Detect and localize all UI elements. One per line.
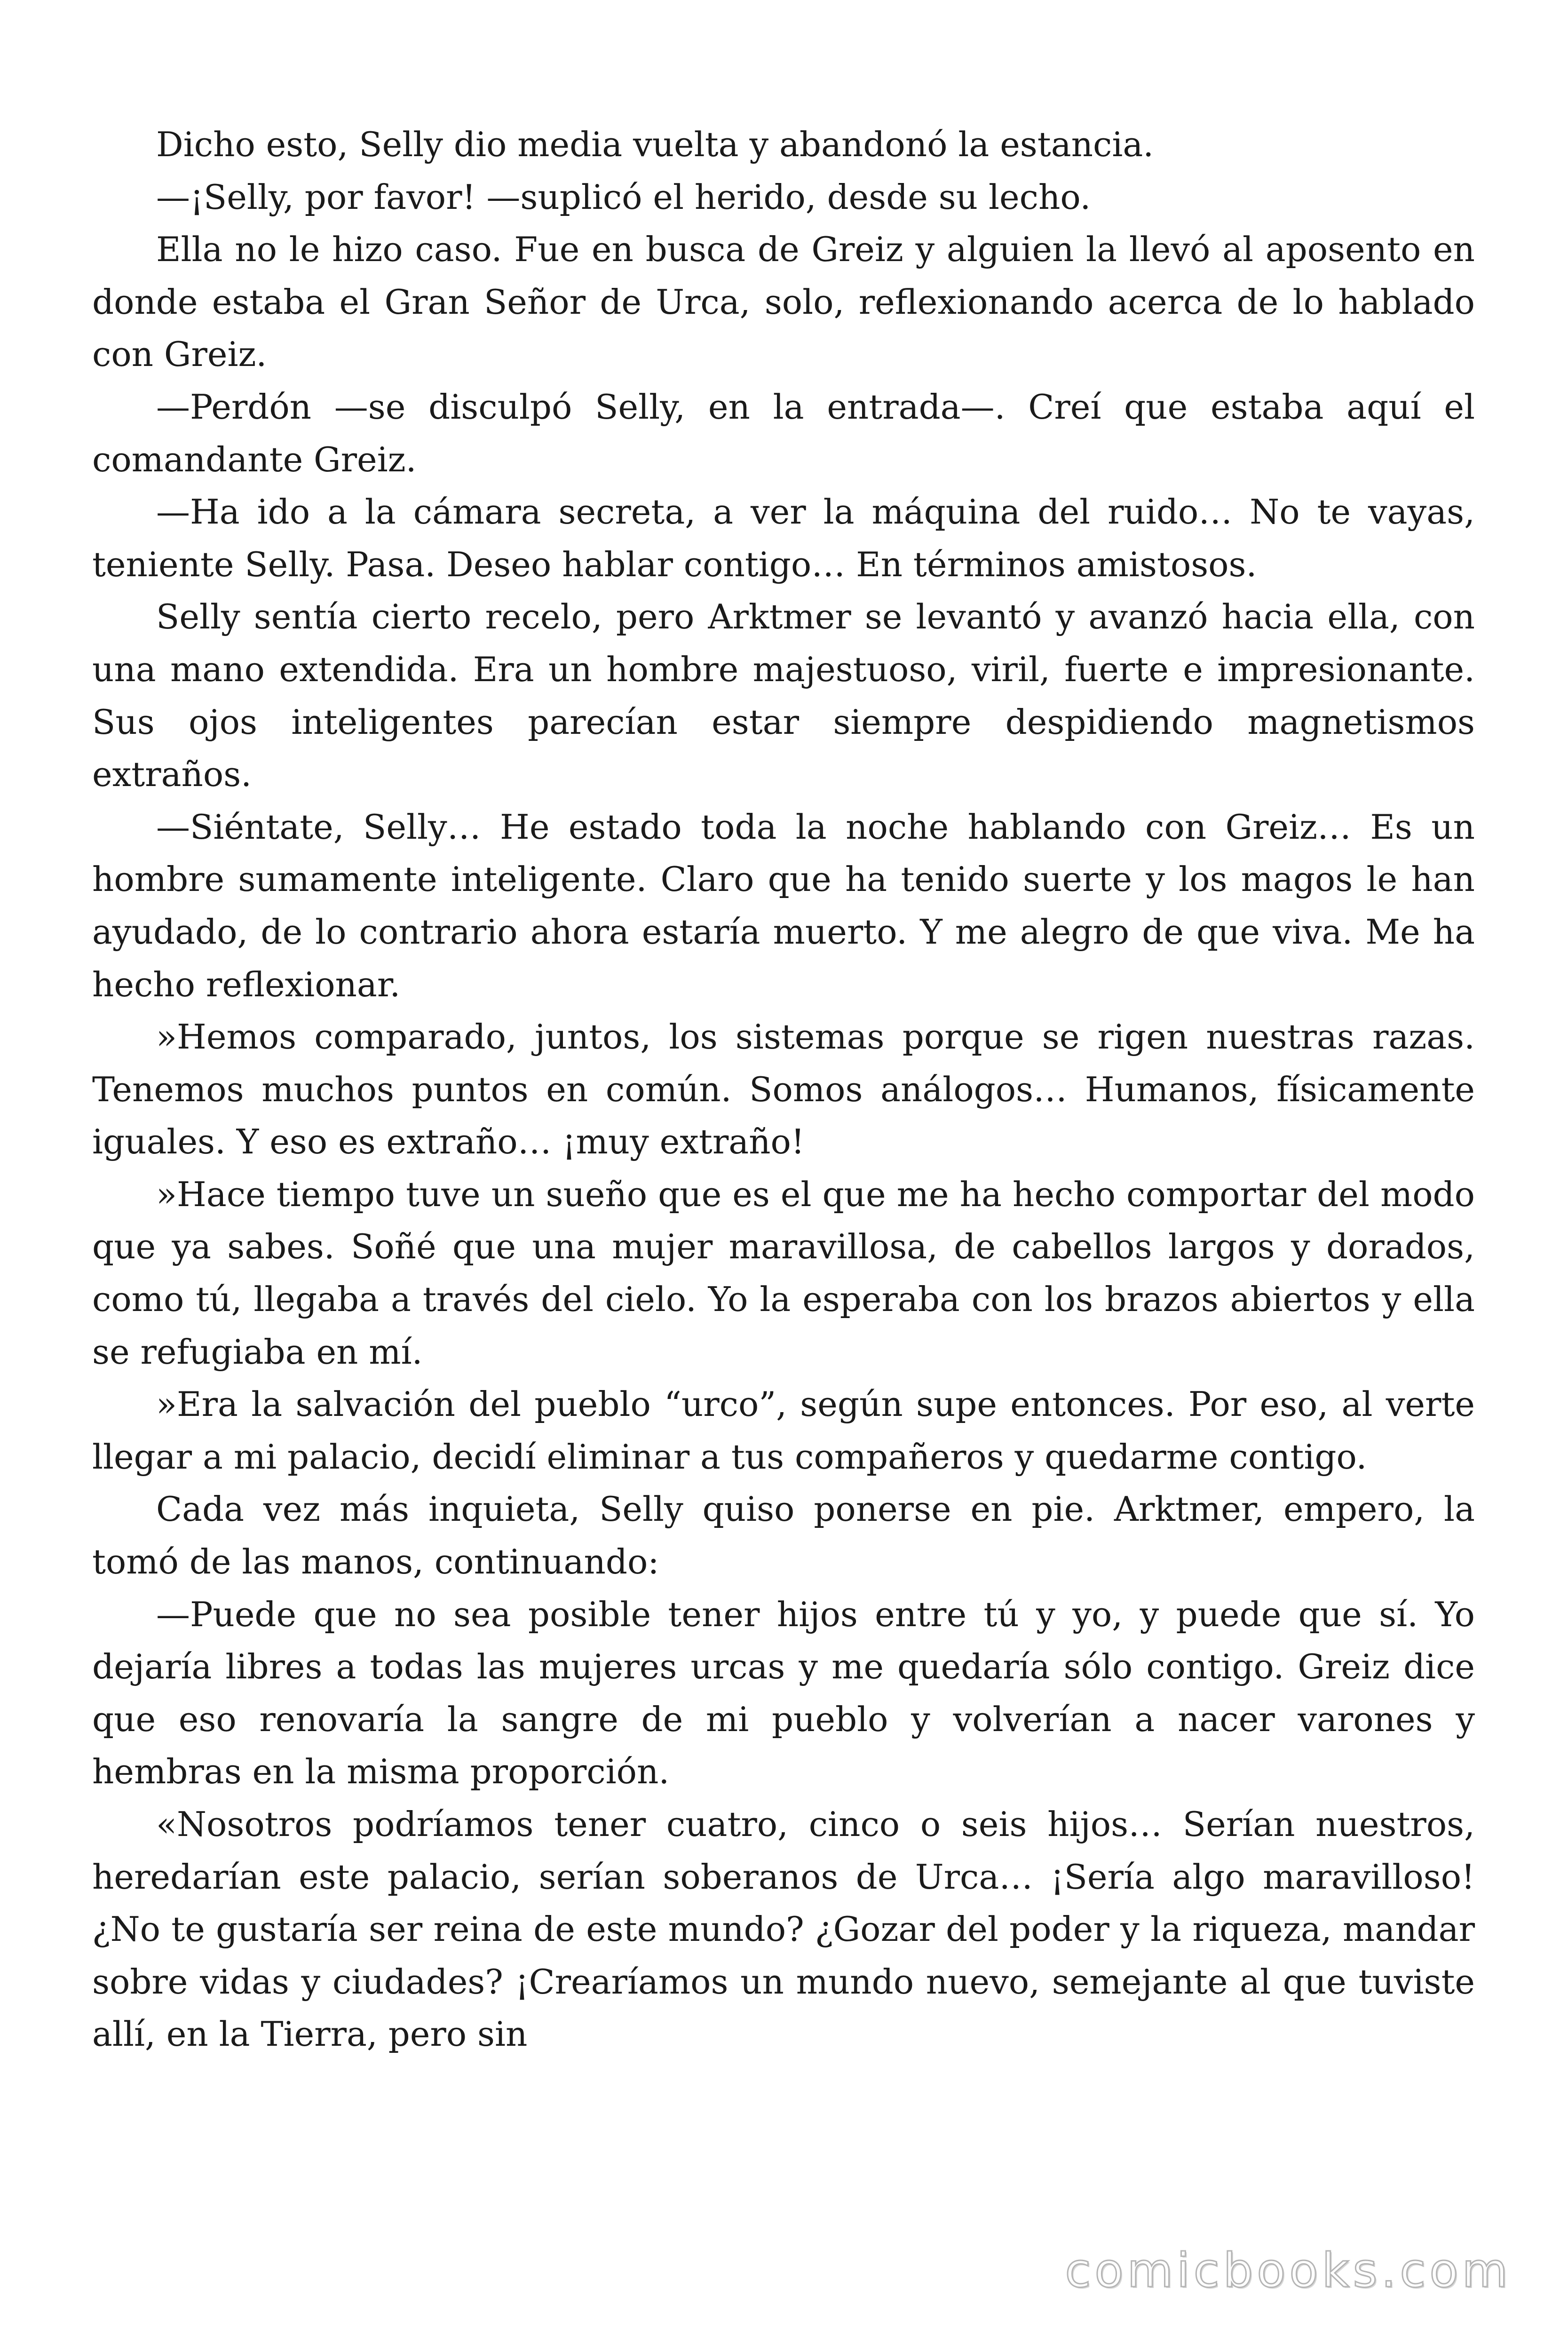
paragraph: «Nosotros podríamos tener cuatro, cinco o seis hijos… Serían nuestros, heredarían este palacio, serían soberanos de Urca… ¡Sería algo maravilloso! ¿No te gustaría ser reina de este mundo? ¿Gozar del poder y la riqueza, mandar sobre vidas y ciudades? ¡Crearíamos un mundo nuevo, semejante al que tuviste allí, en la Tierra, pero sin (92, 1804, 1475, 2054)
paragraph: —¡Selly, por favor! —suplicó el herido, desde su lecho. (156, 177, 1091, 217)
paragraph: —Siéntate, Selly… He estado toda la noche hablando con Greiz… Es un hombre sumamente inteligente. Claro que ha tenido suerte y los magos le han ayudado, de lo contrario ahora estaría muerto. Y me alegro de que viva. Me ha hecho reflexionar. (92, 807, 1475, 1004)
paragraph: Ella no le hizo caso. Fue en busca de Greiz y alguien la llevó al aposento en donde estaba el Gran Señor de Urca, solo, reflexionando acerca de lo hablado con Greiz. (92, 230, 1475, 374)
body-text (92, 119, 1475, 2061)
paragraph: —Ha ido a la cámara secreta, a ver la máquina del ruido… No te vayas, teniente Selly. Pasa. Deseo hablar contigo… En términos amistosos. (92, 492, 1475, 584)
watermark: comicbooks.com (1065, 2243, 1512, 2298)
paragraph: Cada vez más inquieta, Selly quiso ponerse en pie. Arktmer, empero, la tomó de las manos, continuando: (92, 1489, 1475, 1582)
paragraph: —Puede que no sea posible tener hijos entre tú y yo, y puede que sí. Yo dejaría libres a todas las mujeres urcas y me quedaría sólo contigo. Greiz dice que eso renovaría la sangre de mi pueblo y volverían a nacer varones y hembras en la misma proporción. (92, 1594, 1475, 1792)
paragraph: —Perdón —se disculpó Selly, en la entrada—. Creí que estaba aquí el comandante Greiz. (92, 387, 1475, 479)
paragraph: Dicho esto, Selly dio media vuelta y abandonó la estancia. (156, 125, 1154, 164)
paragraph: »Era la salvación del pueblo “urco”, según supe entonces. Por eso, al verte llegar a mi palacio, decidí eliminar a tus compañeros y quedarme contigo. (92, 1384, 1475, 1477)
paragraph: »Hemos comparado, juntos, los sistemas porque se rigen nuestras razas. Tenemos muchos puntos en común. Somos análogos… Humanos, físicamente iguales. Y eso es extraño… ¡muy extraño! (92, 1017, 1475, 1162)
paragraph: Selly sentía cierto recelo, pero Arktmer se levantó y avanzó hacia ella, con una mano extendida. Era un hombre majestuoso, viril, fuerte e impresionante. Sus ojos inteligentes parecían estar siempre despidiendo magnetismos extraños. (92, 597, 1475, 795)
paragraph: »Hace tiempo tuve un sueño que es el que me ha hecho comportar del modo que ya sabes. Soñé que una mujer maravillosa, de cabellos largos y dorados, como tú, llegaba a través del cielo. Yo la esperaba con los brazos abiertos y ella se refugiaba en mí. (92, 1174, 1475, 1372)
